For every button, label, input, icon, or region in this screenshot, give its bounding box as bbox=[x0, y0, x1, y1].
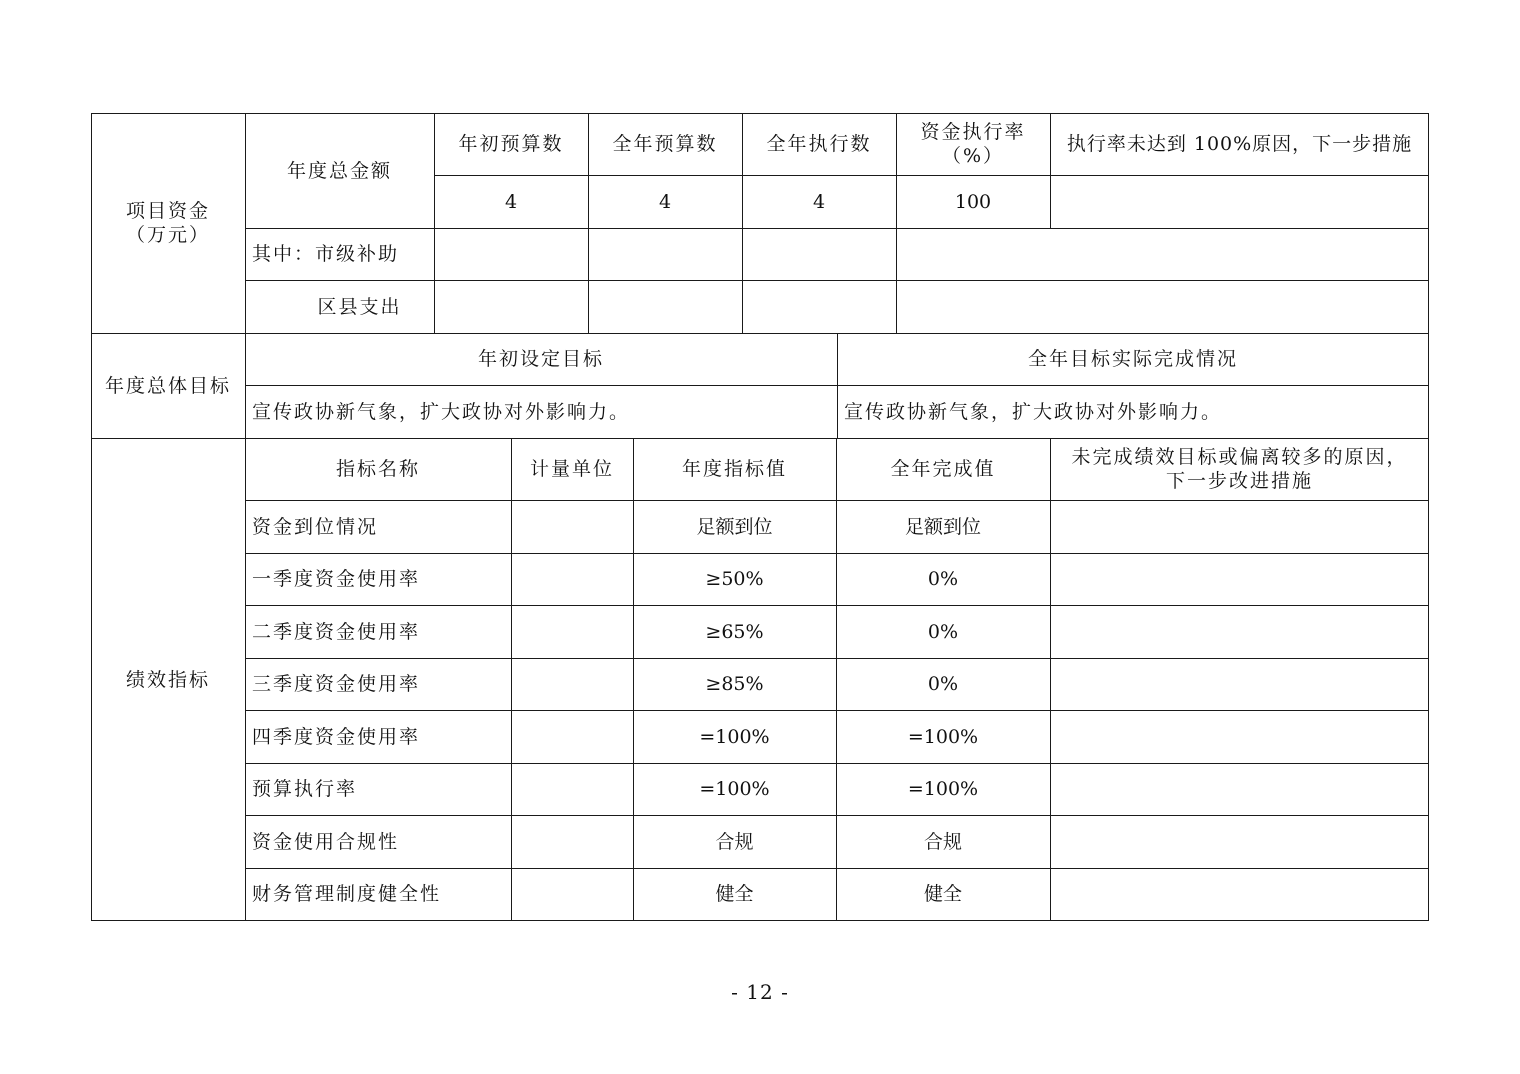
indicator-reason bbox=[1050, 710, 1429, 763]
indicators-section-label: 绩效指标 bbox=[125, 668, 210, 691]
funds-label-line2: （万元） bbox=[125, 224, 210, 246]
indicator-name: 财务管理制度健全性 bbox=[252, 883, 442, 905]
header-shortfall-reason: 执行率未达到 100%原因，下一步措施 bbox=[1066, 133, 1413, 155]
city-subsidy-label: 其中：市级补助 bbox=[252, 243, 400, 265]
goals-initial-text: 宣传政协新气象，扩大政协对外影响力。 bbox=[252, 400, 631, 423]
indicator-reason bbox=[1050, 553, 1429, 605]
indicator-name: 三季度资金使用率 bbox=[252, 673, 421, 695]
indicator-actual: 合规 bbox=[923, 830, 962, 853]
indicator-reason bbox=[1050, 500, 1429, 553]
goals-section-label: 年度总体目标 bbox=[104, 374, 231, 397]
value-annual-budget: 4 bbox=[658, 190, 672, 213]
district-expense-label: 区县支出 bbox=[317, 295, 402, 318]
indicator-target: ≥50% bbox=[705, 568, 764, 590]
indicator-target: ≥65% bbox=[705, 620, 764, 643]
performance-table bbox=[91, 113, 1429, 921]
indicator-reason bbox=[1050, 605, 1429, 658]
header-annual-executed: 全年执行数 bbox=[766, 133, 872, 155]
indicator-target: 合规 bbox=[715, 830, 754, 853]
value-annual-executed: 4 bbox=[812, 190, 826, 213]
indicator-actual: 0% bbox=[927, 568, 959, 590]
indicator-reason bbox=[1050, 868, 1429, 920]
indicator-unit bbox=[511, 658, 633, 710]
indicator-actual: =100% bbox=[907, 725, 979, 748]
indicator-unit bbox=[511, 763, 633, 815]
indicator-name: 四季度资金使用率 bbox=[252, 725, 421, 748]
indicator-actual: 足额到位 bbox=[904, 515, 981, 538]
indicator-unit bbox=[511, 553, 633, 605]
annual-total-label: 年度总金额 bbox=[286, 159, 392, 182]
indicator-name: 一季度资金使用率 bbox=[252, 568, 421, 590]
indicator-actual: 健全 bbox=[923, 883, 962, 905]
execution-rate-line1: 资金执行率 bbox=[920, 121, 1026, 143]
header-initial-budget: 年初预算数 bbox=[458, 133, 564, 155]
header-unit: 计量单位 bbox=[529, 458, 614, 480]
header-indicator-name: 指标名称 bbox=[335, 458, 420, 480]
indicator-name: 资金使用合规性 bbox=[252, 830, 400, 853]
indicator-target: =100% bbox=[699, 725, 770, 748]
grid-line bbox=[91, 920, 1429, 921]
deviation-reason-line1: 未完成绩效目标或偏离较多的原因， bbox=[1071, 446, 1408, 468]
goals-actual-text: 宣传政协新气象，扩大政协对外影响力。 bbox=[844, 400, 1223, 423]
indicator-unit bbox=[511, 868, 633, 920]
value-initial-budget: 4 bbox=[504, 190, 518, 213]
page-number: - 12 - bbox=[731, 980, 789, 1004]
indicator-name: 二季度资金使用率 bbox=[252, 620, 421, 643]
funds-label-line1: 项目资金 bbox=[125, 200, 210, 222]
indicator-actual: =100% bbox=[907, 778, 979, 800]
header-annual-target: 年度指标值 bbox=[681, 458, 787, 480]
funds-section-label bbox=[91, 113, 245, 333]
indicator-reason bbox=[1050, 815, 1429, 868]
indicator-unit bbox=[511, 710, 633, 763]
indicator-name: 资金到位情况 bbox=[252, 515, 379, 538]
goals-actual-header: 全年目标实际完成情况 bbox=[1027, 348, 1238, 370]
deviation-reason-line2: 下一步改进措施 bbox=[1165, 470, 1313, 492]
indicator-target: =100% bbox=[699, 778, 770, 800]
indicator-reason bbox=[1050, 658, 1429, 710]
indicator-unit bbox=[511, 605, 633, 658]
header-execution-rate bbox=[896, 113, 1050, 175]
indicator-target: 足额到位 bbox=[696, 515, 773, 538]
goals-initial-header: 年初设定目标 bbox=[477, 348, 604, 370]
header-annual-budget: 全年预算数 bbox=[612, 133, 718, 155]
header-deviation-reason bbox=[1050, 438, 1429, 500]
indicator-target: 健全 bbox=[715, 883, 754, 905]
execution-rate-line2: （%） bbox=[941, 145, 1005, 167]
indicator-actual: 0% bbox=[927, 620, 959, 643]
indicator-reason bbox=[1050, 763, 1429, 815]
header-annual-actual: 全年完成值 bbox=[890, 458, 996, 480]
indicator-target: ≥85% bbox=[705, 673, 764, 695]
value-execution-rate: 100 bbox=[954, 190, 992, 213]
indicator-actual: 0% bbox=[927, 673, 959, 695]
indicator-unit bbox=[511, 500, 633, 553]
indicator-unit bbox=[511, 815, 633, 868]
indicator-name: 预算执行率 bbox=[252, 778, 358, 800]
